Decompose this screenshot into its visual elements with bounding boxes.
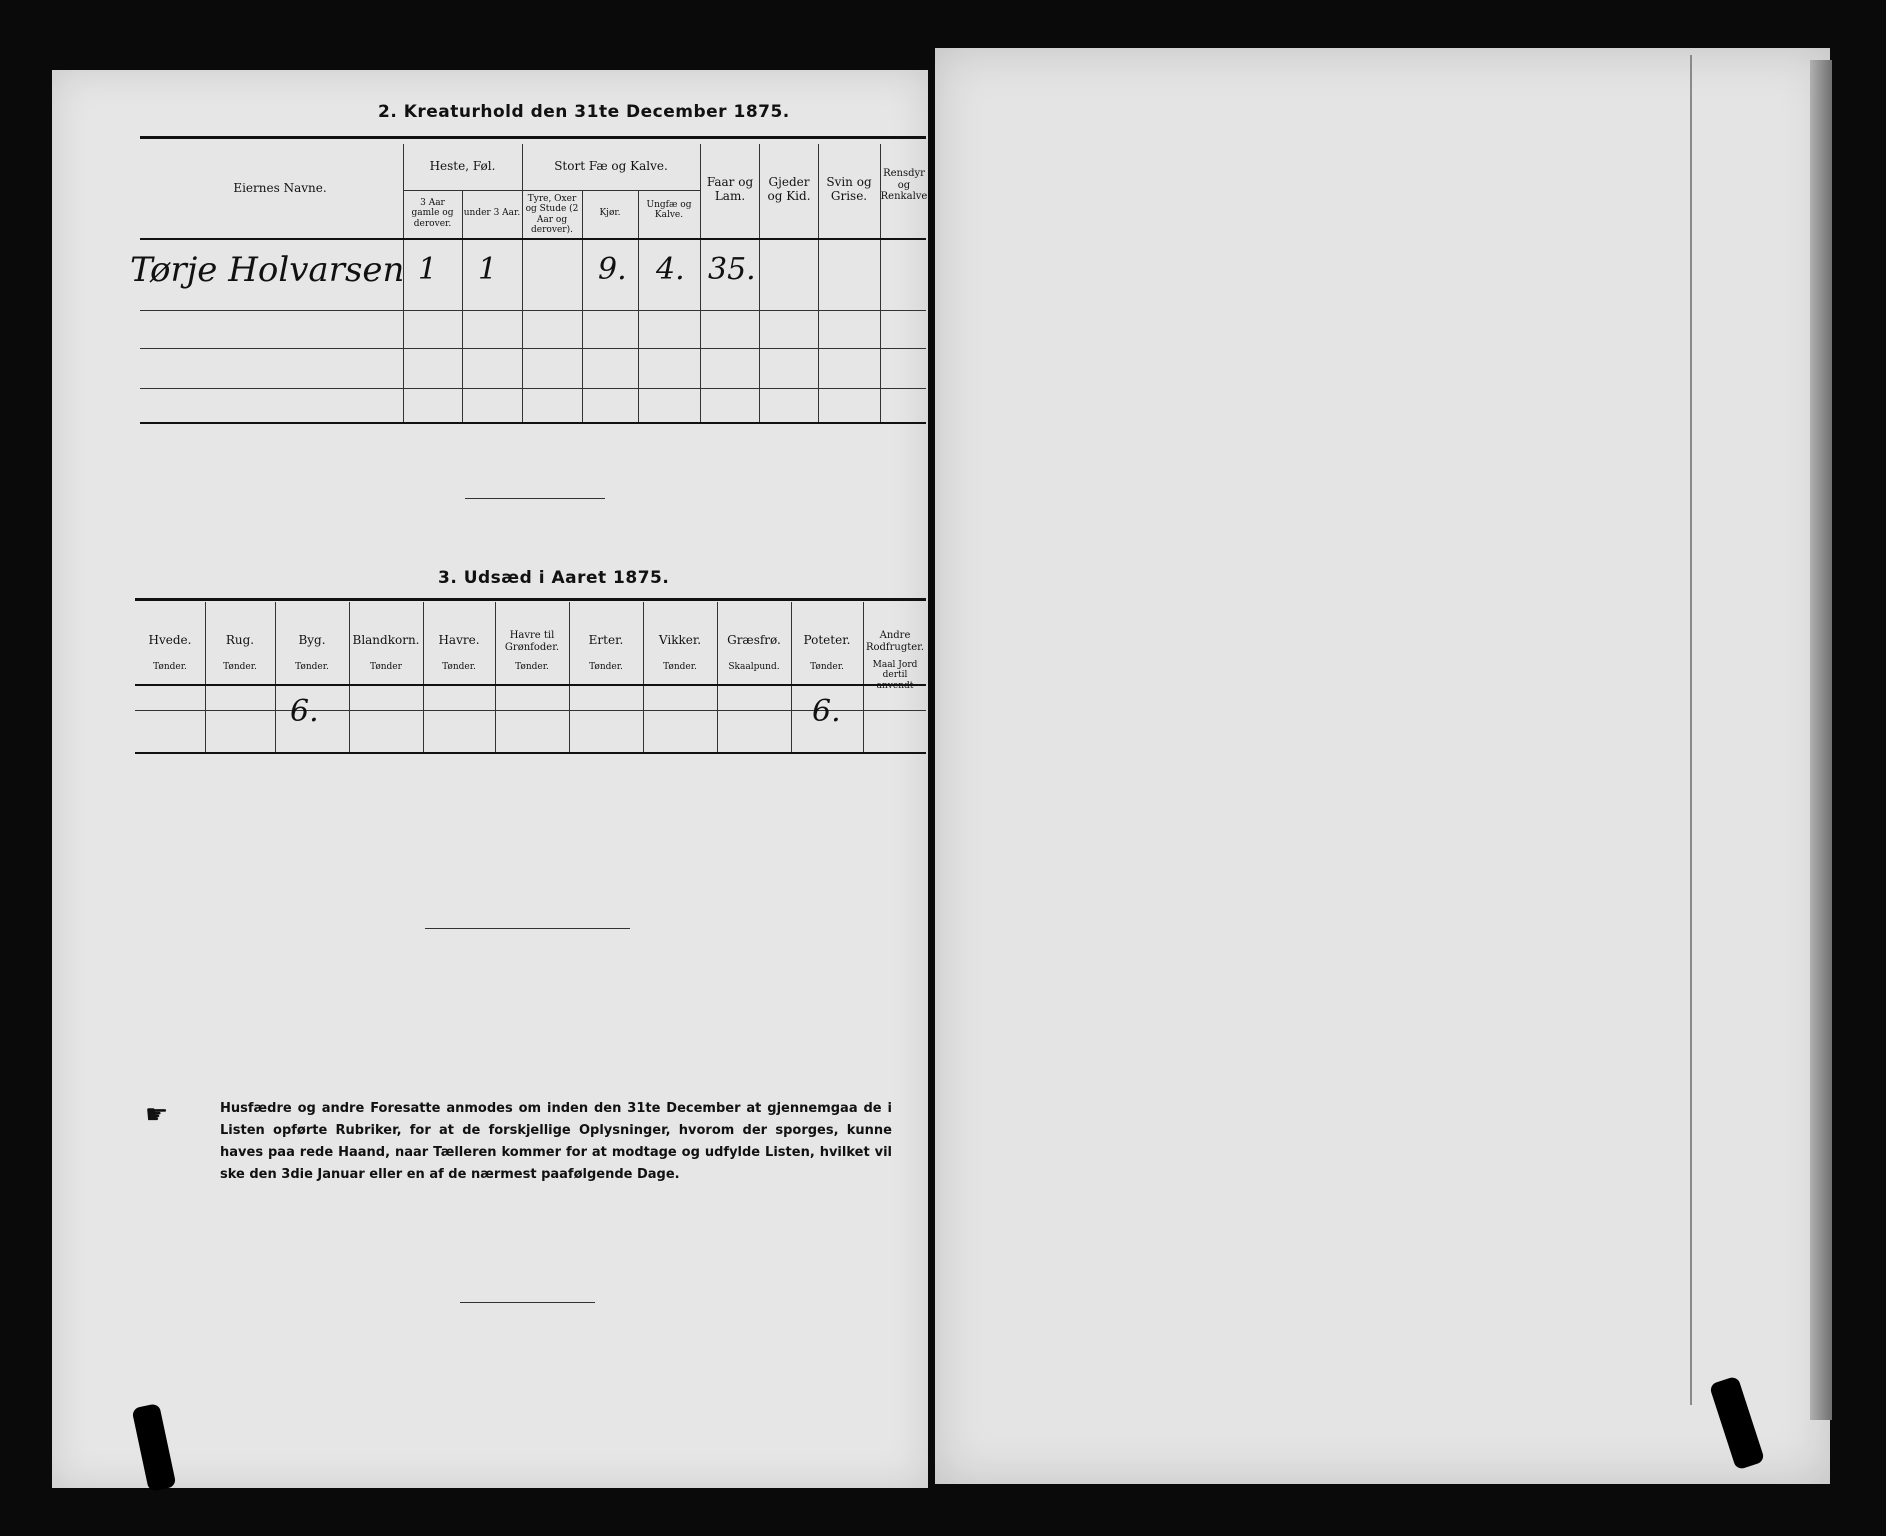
- divider-bottom: [460, 1302, 595, 1303]
- horses-under3-cell: 1: [478, 252, 498, 287]
- header-havre-gronfoder: Havre til Grønfoder.: [504, 630, 560, 653]
- header-byg: Byg.: [298, 633, 326, 647]
- grid-line: [349, 602, 350, 754]
- poteter-cell: 6.: [812, 694, 841, 729]
- unit-havre-gronfoder: Tønder.: [515, 662, 549, 672]
- header-havre: Havre.: [438, 633, 480, 647]
- unit-hvede: Tønder.: [153, 662, 187, 672]
- section2-top-rule: [140, 136, 926, 139]
- unit-havre: Tønder.: [442, 662, 476, 672]
- grid-line: [140, 238, 926, 240]
- cattle-young-cell: 4.: [656, 252, 685, 287]
- grid-line: [700, 144, 701, 424]
- page-edge-shadow: [1810, 60, 1832, 1420]
- header-poteter: Poteter.: [803, 633, 851, 647]
- unit-erter: Tønder.: [589, 662, 623, 672]
- header-cattle-group: Stort Fæ og Kalve.: [554, 159, 668, 173]
- section2-title: 2. Kreaturhold den 31te December 1875.: [378, 102, 790, 122]
- grid-line: [403, 190, 700, 191]
- grid-line: [643, 602, 644, 754]
- grid-line: [423, 602, 424, 754]
- grid-line: [522, 144, 523, 424]
- header-horses-group: Heste, Føl.: [429, 159, 496, 173]
- header-cattle-cows: Kjør.: [599, 208, 621, 218]
- section3-title: 3. Udsæd i Aaret 1875.: [438, 568, 670, 588]
- owner-name-cell: Tørje Holvarsen: [130, 250, 405, 290]
- header-hvede: Hvede.: [148, 633, 192, 647]
- grid-line: [495, 602, 496, 754]
- grid-line: [135, 752, 926, 754]
- grid-line: [717, 602, 718, 754]
- grid-line: [140, 310, 926, 311]
- header-reindeer: Rensdyr og Renkalve: [880, 168, 928, 202]
- header-andre-rodfrugter: Andre Rodfrugter.: [865, 630, 925, 653]
- grid-line: [275, 602, 276, 754]
- header-horses-under3: under 3 Aar.: [463, 208, 521, 218]
- grid-line: [140, 422, 926, 424]
- unit-vikker: Tønder.: [663, 662, 697, 672]
- sheep-cell: 35.: [708, 252, 756, 287]
- byg-cell: 6.: [290, 694, 319, 729]
- right-page: [935, 48, 1830, 1484]
- grid-line: [135, 710, 926, 711]
- horses-3plus-cell: 1: [418, 252, 438, 287]
- header-owner-names: Eiernes Navne.: [233, 181, 327, 195]
- notice-text: Husfædre og andre Foresatte anmodes om inden den 31te December at gjennemgaa de i Listen opførte Rubriker, for at de forskjellige Oplysninger, hvorom der sporges, kunne haves paa rede Haand, naar Tælleren kommer for at modtage og udfylde Listen, hvilket vil ske den 3die Januar eller en af de nærmest paafølgende Dage.: [220, 1101, 892, 1182]
- grid-line: [140, 348, 926, 349]
- divider-mid: [425, 928, 630, 929]
- pointing-hand-icon: ☛: [145, 1100, 169, 1130]
- unit-poteter: Tønder.: [810, 662, 844, 672]
- unit-graesfro: Skaalpund.: [728, 662, 780, 672]
- header-horses-3plus: 3 Aar gamle og derover.: [411, 198, 454, 229]
- cattle-cows-cell: 9.: [598, 252, 627, 287]
- unit-blandkorn: Tønder: [370, 662, 402, 672]
- header-vikker: Vikker.: [658, 633, 702, 647]
- grid-line: [791, 602, 792, 754]
- header-graesfro: Græsfrø.: [727, 633, 781, 647]
- grid-line: [569, 602, 570, 754]
- section-divider: [465, 498, 605, 499]
- page-fold-line: [1690, 55, 1692, 1405]
- header-blandkorn: Blandkorn.: [352, 633, 420, 647]
- unit-andre-rodfrugter: Maal Jord dertil anvendt: [872, 660, 918, 691]
- header-rug: Rug.: [225, 633, 255, 647]
- header-cattle-young: Ungfæ og Kalve.: [646, 200, 692, 221]
- grid-line: [140, 388, 926, 389]
- unit-byg: Tønder.: [295, 662, 329, 672]
- header-pigs: Svin og Grise.: [826, 175, 872, 203]
- header-sheep: Faar og Lam.: [706, 175, 754, 203]
- header-erter: Erter.: [588, 633, 624, 647]
- unit-rug: Tønder.: [223, 662, 257, 672]
- header-goats: Gjeder og Kid.: [767, 175, 811, 203]
- section3-top-rule: [135, 598, 926, 601]
- header-cattle-bulls: Tyre, Oxer og Stude (2 Aar og derover).: [525, 194, 579, 236]
- grid-line: [135, 684, 926, 686]
- grid-line: [205, 602, 206, 754]
